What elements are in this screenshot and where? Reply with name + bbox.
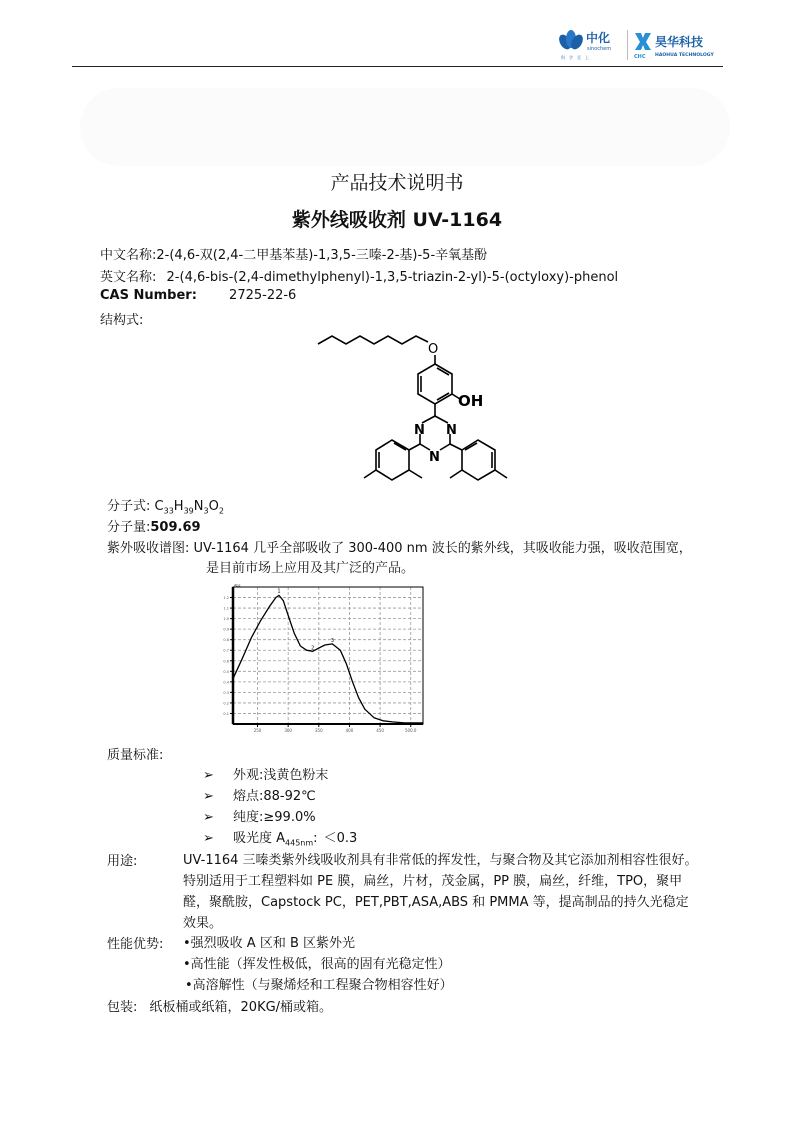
cn-name-row xyxy=(100,244,487,263)
header-rule xyxy=(72,66,723,67)
usage-line: 特别适用于工程塑料如 PE 膜，扁丝，片材，茂金属，PP 膜，扁丝，纤维，TPO，聚甲 xyxy=(183,874,683,889)
xylyl-ring-left xyxy=(364,440,422,480)
phenol-ring xyxy=(418,364,452,404)
logo-divider xyxy=(627,30,628,60)
y-tick-label: 0.5 xyxy=(223,669,229,674)
spectrum-line xyxy=(233,595,423,723)
quality-item: ➢ 外观:浅黄色粉末 xyxy=(203,768,329,783)
cn-name-label: 中文名称: xyxy=(100,248,157,263)
peak-label: 1 xyxy=(277,588,281,595)
usage-line: 醛，聚酰胺，Capstock PC，PET,PBT,ASA,ABS 和 PMMA 等，提高制品的持久光稳定 xyxy=(183,895,689,910)
y-tick-label: 0.1 xyxy=(223,711,229,716)
y-tick-label: 1.1 xyxy=(223,606,229,611)
advantage-item: •高性能（挥发性极低，很高的固有光稳定性） xyxy=(183,957,451,972)
triazine-n3: N xyxy=(429,450,440,465)
haohua-en: HAOHUA TECHNOLOGY xyxy=(655,53,714,58)
hydroxyl-group: OH xyxy=(458,392,484,410)
uv-spectrum-chart xyxy=(222,583,428,737)
y-axis-label: Abs xyxy=(234,583,241,588)
plot-frame xyxy=(233,587,423,724)
arrow-bullet-icon: ➢ xyxy=(203,789,214,804)
haohua-logo xyxy=(633,30,729,60)
x-tick-label: 450 xyxy=(376,728,384,733)
advantages-list xyxy=(183,933,453,996)
en-name-label: 英文名称: xyxy=(100,270,157,285)
formula-row xyxy=(107,495,224,516)
cas-row xyxy=(100,288,296,303)
cas-label: CAS Number: xyxy=(100,288,197,303)
flower-mark-icon xyxy=(557,30,585,51)
chemical-structure xyxy=(312,328,522,490)
x-tick-label: 400 xyxy=(345,728,354,733)
peak-label: 3 xyxy=(330,637,334,644)
arrow-bullet-icon: ➢ xyxy=(203,768,214,783)
y-tick-label: 0.2 xyxy=(223,701,229,706)
document-title: 产品技术说明书 xyxy=(330,172,464,194)
arrow-bullet-icon: ➢ xyxy=(203,831,214,846)
quality-item: ➢ 纯度:≥99.0% xyxy=(203,810,316,825)
y-tick-label: 0.4 xyxy=(223,680,229,685)
y-tick-label: 0.3 xyxy=(223,690,229,695)
en-name-value: 2-(4,6-bis-(2,4-dimethylphenyl)-1,3,5-triazin-2-yl)-5-(octyloxy)-phenol xyxy=(166,270,619,285)
uv-text-1: UV-1164 几乎全部吸收了 300-400 nm 波长的紫外线，其吸收能力强，吸收范围宽， xyxy=(193,541,692,556)
mw-row xyxy=(107,516,201,535)
x-tick-label: 250 xyxy=(253,728,262,733)
uv-label: 紫外吸收谱图: xyxy=(107,541,190,556)
advantages-label: 性能优势: xyxy=(107,937,164,952)
quality-item: ➢ 熔点:88-92℃ xyxy=(203,789,316,804)
packaging-label: 包装: xyxy=(107,1000,138,1015)
y-tick-label: 0.9 xyxy=(223,627,229,632)
cas-value: 2725-22-6 xyxy=(229,288,297,303)
usage-line: UV-1164 三嗪类紫外线吸收剂具有非常低的挥发性，与聚合物及其它添加剂相容性很好。 xyxy=(183,853,698,868)
ether-oxygen: O xyxy=(428,342,439,357)
y-tick-label: 0.8 xyxy=(223,638,229,643)
advantage-item: •高溶解性（与聚烯烃和工程聚合物相容性好） xyxy=(185,978,453,993)
quality-label: 质量标准: xyxy=(107,748,164,763)
x-tick-label: 500.0 xyxy=(405,728,417,733)
x-tick-label: 300 xyxy=(284,728,292,733)
formula-value: $C_{33}H_{39}N_3O_2$ xyxy=(154,499,224,516)
y-tick-label: 1.2 xyxy=(223,596,229,601)
mw-label: 分子量: xyxy=(107,520,151,535)
sinochem-tagline: 科学至上 xyxy=(561,55,593,60)
sinochem-cn: 中化 xyxy=(586,31,611,45)
faded-watermark-band xyxy=(80,88,730,166)
y-tick-label: 1.0 xyxy=(223,617,229,622)
uv-text-2: 是目前市场上应用及其广泛的产品。 xyxy=(206,561,415,576)
en-name-row xyxy=(100,266,618,285)
chc-mark-icon xyxy=(635,33,651,50)
usage-label: 用途: xyxy=(107,854,138,869)
structure-label: 结构式: xyxy=(100,313,144,328)
uv-row xyxy=(107,537,692,556)
advantage-item: •强烈吸收 A 区和 B 区紫外光 xyxy=(183,936,356,951)
haohua-cn: 昊华科技 xyxy=(655,35,704,49)
packaging-value: 纸板桶或纸箱，20KG/桶或箱。 xyxy=(149,1000,333,1015)
y-tick-label: 0.6 xyxy=(223,659,229,664)
x-tick-label: 350 xyxy=(314,728,323,733)
product-title: 紫外线吸收剂 UV-1164 xyxy=(291,209,503,231)
usage-line: 效果。 xyxy=(183,916,223,931)
quality-item: ➢ 吸光度 $A_{445nm}$: ＜0.3 xyxy=(203,831,358,848)
xylyl-ring-right xyxy=(450,440,507,480)
sinochem-logo xyxy=(557,28,623,62)
usage-text xyxy=(183,850,698,934)
triazine-n1: N xyxy=(414,423,425,438)
triazine-n2: N xyxy=(446,423,457,438)
peak-label: 2 xyxy=(311,645,315,652)
chc-abbr: CHC xyxy=(634,54,646,60)
formula-label: 分子式: xyxy=(107,499,151,514)
arrow-bullet-icon: ➢ xyxy=(203,810,214,825)
y-tick-label: 0.7 xyxy=(223,648,229,653)
packaging-row xyxy=(107,996,332,1015)
mw-value: 509.69 xyxy=(150,520,201,535)
cn-name-value: 2-(4,6-双(2,4-二甲基苯基)-1,3,5-三嗪-2-基)-5-辛氧基酚 xyxy=(156,248,488,263)
quality-list xyxy=(203,764,357,848)
sinochem-en: sinochem xyxy=(587,46,612,52)
octyl-chain xyxy=(318,336,428,344)
